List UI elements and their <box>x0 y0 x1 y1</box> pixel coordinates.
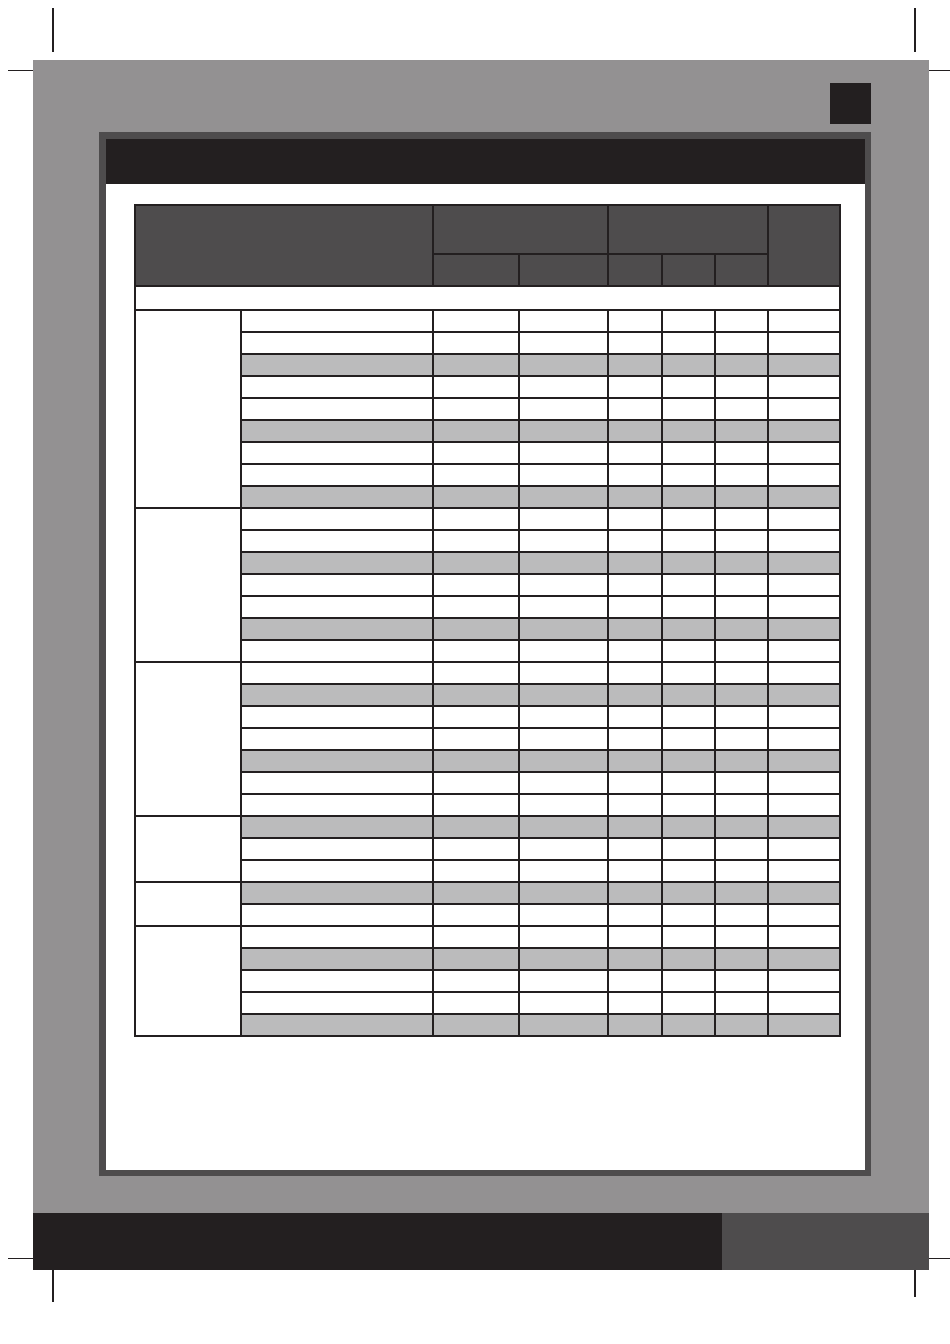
table-row <box>135 420 840 442</box>
table-cell <box>241 860 433 882</box>
table-cell <box>608 640 662 662</box>
crop-mark <box>914 1270 916 1297</box>
table-cell <box>715 486 768 508</box>
table-row <box>135 816 840 838</box>
header-group-a <box>433 205 608 254</box>
table-cell <box>433 970 519 992</box>
table-row <box>135 860 840 882</box>
table-cell <box>608 750 662 772</box>
subheader-a2 <box>519 254 608 286</box>
footer-bar <box>33 1213 722 1270</box>
table-cell <box>519 728 608 750</box>
table-cell <box>768 772 840 794</box>
table-cell <box>768 530 840 552</box>
table-cell <box>662 838 715 860</box>
table-cell <box>433 640 519 662</box>
table-cell <box>241 574 433 596</box>
table-cell <box>715 838 768 860</box>
table-cell <box>433 442 519 464</box>
subheader-b3 <box>715 254 768 286</box>
table-cell <box>519 442 608 464</box>
table-cell <box>662 750 715 772</box>
table-cell <box>768 552 840 574</box>
table-cell <box>715 1014 768 1036</box>
table-cell <box>768 684 840 706</box>
table-cell <box>241 1014 433 1036</box>
table-cell <box>519 684 608 706</box>
table-cell <box>241 640 433 662</box>
header-group-b <box>608 205 768 254</box>
table-cell <box>433 794 519 816</box>
table-cell <box>241 772 433 794</box>
table-cell <box>608 310 662 332</box>
table-cell <box>608 354 662 376</box>
table-cell <box>241 838 433 860</box>
table-cell <box>608 706 662 728</box>
table-cell <box>519 332 608 354</box>
table-cell <box>433 992 519 1014</box>
table-cell <box>768 596 840 618</box>
table-cell <box>433 574 519 596</box>
table-cell <box>433 904 519 926</box>
table-cell <box>519 596 608 618</box>
table-cell <box>433 354 519 376</box>
table-cell <box>662 464 715 486</box>
table-cell <box>519 552 608 574</box>
table-cell <box>662 728 715 750</box>
table-row <box>135 926 840 948</box>
table-cell <box>519 486 608 508</box>
table-cell <box>519 310 608 332</box>
table-cell <box>608 684 662 706</box>
table-cell <box>768 508 840 530</box>
table-cell <box>768 662 840 684</box>
table-cell <box>662 486 715 508</box>
table-cell <box>433 464 519 486</box>
table-cell <box>433 728 519 750</box>
table-cell <box>241 970 433 992</box>
table-cell <box>662 970 715 992</box>
table-cell <box>608 970 662 992</box>
table-cell <box>519 970 608 992</box>
table-row <box>135 838 840 860</box>
table-cell <box>608 508 662 530</box>
table-cell <box>715 464 768 486</box>
group-label-cell <box>135 882 241 926</box>
table-row <box>135 970 840 992</box>
group-label-cell <box>135 508 241 662</box>
table-cell <box>715 574 768 596</box>
table-cell <box>715 508 768 530</box>
table-cell <box>715 728 768 750</box>
table-cell <box>715 816 768 838</box>
table-cell <box>433 552 519 574</box>
table-cell <box>241 376 433 398</box>
table-cell <box>768 486 840 508</box>
table-row <box>135 376 840 398</box>
page-number-tab <box>830 83 871 124</box>
table-cell <box>715 354 768 376</box>
table-cell <box>433 926 519 948</box>
table-cell <box>519 574 608 596</box>
table-cell <box>241 904 433 926</box>
group-label-cell <box>135 662 241 816</box>
table-row <box>135 640 840 662</box>
table-cell <box>241 354 433 376</box>
table-cell <box>519 860 608 882</box>
table-row <box>135 904 840 926</box>
table-cell <box>662 354 715 376</box>
table-cell <box>519 948 608 970</box>
table-cell <box>768 464 840 486</box>
table-cell <box>519 508 608 530</box>
table-cell <box>433 860 519 882</box>
table-cell <box>241 662 433 684</box>
panel-title-bar <box>106 139 865 184</box>
table-cell <box>768 706 840 728</box>
table-cell <box>715 684 768 706</box>
table-cell <box>433 398 519 420</box>
table-cell <box>519 882 608 904</box>
table-cell <box>608 728 662 750</box>
table-row <box>135 618 840 640</box>
table-cell <box>519 662 608 684</box>
table-cell <box>715 750 768 772</box>
table-row <box>135 992 840 1014</box>
table-cell <box>768 442 840 464</box>
table-cell <box>433 332 519 354</box>
table-cell <box>608 882 662 904</box>
table-cell <box>519 904 608 926</box>
table-cell <box>768 640 840 662</box>
table-cell <box>608 552 662 574</box>
table-cell <box>662 596 715 618</box>
table-cell <box>241 310 433 332</box>
table-cell <box>662 310 715 332</box>
table-cell <box>433 376 519 398</box>
table-cell <box>519 1014 608 1036</box>
section-row <box>135 286 840 310</box>
table-row <box>135 596 840 618</box>
table-cell <box>608 772 662 794</box>
table-cell <box>433 816 519 838</box>
table-cell <box>608 1014 662 1036</box>
table-cell <box>662 530 715 552</box>
footer-page-block <box>722 1213 929 1270</box>
table-cell <box>768 376 840 398</box>
table-cell <box>608 442 662 464</box>
table-cell <box>768 992 840 1014</box>
table-cell <box>715 332 768 354</box>
table-cell <box>241 926 433 948</box>
table-cell <box>768 1014 840 1036</box>
table-cell <box>241 530 433 552</box>
table-cell <box>715 376 768 398</box>
table-cell <box>715 420 768 442</box>
table-cell <box>662 772 715 794</box>
table-row <box>135 552 840 574</box>
table-cell <box>768 860 840 882</box>
table-cell <box>608 816 662 838</box>
table-row <box>135 728 840 750</box>
table-row <box>135 442 840 464</box>
table-cell <box>768 904 840 926</box>
table-cell <box>241 728 433 750</box>
table-cell <box>662 442 715 464</box>
table-cell <box>608 398 662 420</box>
table-row <box>135 1014 840 1036</box>
table-cell <box>608 904 662 926</box>
table-cell <box>662 816 715 838</box>
table-row <box>135 794 840 816</box>
table-cell <box>715 904 768 926</box>
table-cell <box>519 992 608 1014</box>
subheader-b1 <box>608 254 662 286</box>
crop-mark <box>52 1270 54 1302</box>
table-cell <box>768 310 840 332</box>
table-row <box>135 948 840 970</box>
table-cell <box>768 750 840 772</box>
table-cell <box>608 948 662 970</box>
table-cell <box>433 838 519 860</box>
table-cell <box>241 684 433 706</box>
table-cell <box>241 706 433 728</box>
table-cell <box>768 794 840 816</box>
table-cell <box>519 420 608 442</box>
table-cell <box>662 684 715 706</box>
table-cell <box>715 596 768 618</box>
table-cell <box>715 640 768 662</box>
table-row <box>135 882 840 904</box>
table-cell <box>715 662 768 684</box>
table-cell <box>608 332 662 354</box>
spec-table <box>134 204 841 1037</box>
table-cell <box>715 882 768 904</box>
table-cell <box>768 618 840 640</box>
table-cell <box>519 750 608 772</box>
table-cell <box>241 794 433 816</box>
table-row <box>135 464 840 486</box>
table-cell <box>768 398 840 420</box>
table-cell <box>519 398 608 420</box>
table-cell <box>433 1014 519 1036</box>
group-label-cell <box>135 816 241 882</box>
table-cell <box>768 926 840 948</box>
table-cell <box>241 992 433 1014</box>
table-cell <box>519 816 608 838</box>
table-cell <box>608 618 662 640</box>
table-row <box>135 684 840 706</box>
table-cell <box>768 970 840 992</box>
table-cell <box>608 992 662 1014</box>
table-row <box>135 398 840 420</box>
table-cell <box>662 948 715 970</box>
table-cell <box>433 596 519 618</box>
table-cell <box>519 772 608 794</box>
table-cell <box>662 860 715 882</box>
table-cell <box>768 574 840 596</box>
table-cell <box>662 508 715 530</box>
table-cell <box>608 486 662 508</box>
table-cell <box>662 706 715 728</box>
table-cell <box>433 948 519 970</box>
table-cell <box>768 838 840 860</box>
table-cell <box>715 310 768 332</box>
table-row <box>135 508 840 530</box>
table-cell <box>715 706 768 728</box>
table-cell <box>715 926 768 948</box>
table-cell <box>715 442 768 464</box>
table-cell <box>662 794 715 816</box>
table-cell <box>519 838 608 860</box>
table-cell <box>519 640 608 662</box>
table-row <box>135 750 840 772</box>
table-cell <box>608 838 662 860</box>
table-cell <box>768 728 840 750</box>
table-row <box>135 530 840 552</box>
table-cell <box>662 552 715 574</box>
table-cell <box>608 574 662 596</box>
table-cell <box>662 992 715 1014</box>
table-cell <box>715 772 768 794</box>
table-cell <box>241 948 433 970</box>
table-cell <box>768 948 840 970</box>
table-cell <box>433 662 519 684</box>
table-cell <box>241 816 433 838</box>
table-cell <box>662 882 715 904</box>
table-cell <box>433 618 519 640</box>
table-cell <box>433 750 519 772</box>
table-cell <box>715 970 768 992</box>
table-cell <box>608 420 662 442</box>
table-cell <box>662 640 715 662</box>
table-cell <box>433 882 519 904</box>
table-cell <box>519 794 608 816</box>
table-cell <box>241 486 433 508</box>
table-cell <box>608 596 662 618</box>
table-cell <box>715 860 768 882</box>
table-cell <box>768 354 840 376</box>
table-cell <box>241 618 433 640</box>
table-cell <box>519 706 608 728</box>
table-cell <box>608 530 662 552</box>
crop-mark <box>914 8 916 52</box>
table-cell <box>715 398 768 420</box>
table-cell <box>241 420 433 442</box>
crop-mark <box>52 8 54 52</box>
table-cell <box>768 332 840 354</box>
table-cell <box>241 882 433 904</box>
table-row <box>135 354 840 376</box>
table-cell <box>662 574 715 596</box>
table-row <box>135 662 840 684</box>
table-cell <box>768 882 840 904</box>
header-model-cell <box>135 205 433 286</box>
table-cell <box>768 816 840 838</box>
table-cell <box>433 684 519 706</box>
table-cell <box>241 398 433 420</box>
table-cell <box>519 618 608 640</box>
table-cell <box>433 530 519 552</box>
table-cell <box>519 376 608 398</box>
table-cell <box>241 508 433 530</box>
table-cell <box>241 332 433 354</box>
table-cell <box>433 706 519 728</box>
table-cell <box>662 420 715 442</box>
table-cell <box>768 420 840 442</box>
table-cell <box>241 750 433 772</box>
table-cell <box>662 618 715 640</box>
table-cell <box>519 354 608 376</box>
table-cell <box>433 420 519 442</box>
table-row <box>135 310 840 332</box>
group-label-cell <box>135 310 241 508</box>
table-cell <box>662 926 715 948</box>
table-cell <box>519 926 608 948</box>
group-label-cell <box>135 926 241 1036</box>
table-cell <box>608 860 662 882</box>
subheader-b2 <box>662 254 715 286</box>
table-cell <box>608 926 662 948</box>
subheader-a1 <box>433 254 519 286</box>
table-cell <box>715 530 768 552</box>
table-cell <box>608 794 662 816</box>
table-cell <box>241 596 433 618</box>
table-cell <box>608 662 662 684</box>
table-row <box>135 486 840 508</box>
table-cell <box>715 948 768 970</box>
table-row <box>135 332 840 354</box>
table-cell <box>433 310 519 332</box>
table-cell <box>662 332 715 354</box>
table-cell <box>241 552 433 574</box>
table-cell <box>715 552 768 574</box>
table-cell <box>608 376 662 398</box>
table-cell <box>608 464 662 486</box>
table-row <box>135 706 840 728</box>
table-cell <box>241 464 433 486</box>
table-cell <box>662 1014 715 1036</box>
table-cell <box>519 530 608 552</box>
table-cell <box>519 464 608 486</box>
table-cell <box>662 398 715 420</box>
table-cell <box>433 508 519 530</box>
table-cell <box>662 662 715 684</box>
table-cell <box>715 992 768 1014</box>
table-cell <box>715 618 768 640</box>
table-cell <box>433 486 519 508</box>
table-row <box>135 772 840 794</box>
table-cell <box>433 772 519 794</box>
table-cell <box>715 794 768 816</box>
table-row <box>135 574 840 596</box>
table-cell <box>662 904 715 926</box>
table-cell <box>662 376 715 398</box>
table-cell <box>241 442 433 464</box>
header-last-column <box>768 205 840 286</box>
